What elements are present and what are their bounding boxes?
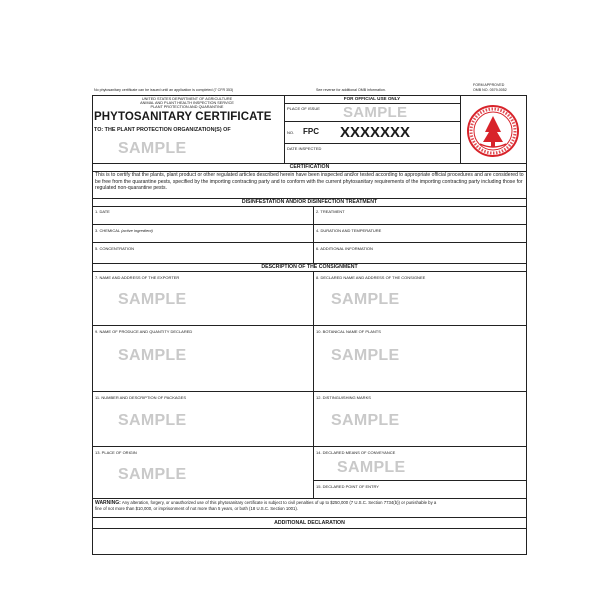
sample-watermark-7: SAMPLE [118, 291, 187, 308]
to-sample-watermark: SAMPLE [118, 140, 187, 157]
usda-seal-icon [466, 104, 520, 158]
field-5-concentration[interactable]: 5. CONCENTRATION [95, 246, 135, 251]
top-note-left: No phytosanitary certificate can be issued until an application is completed (7 CFR 353) [94, 88, 234, 92]
agency-block [92, 97, 282, 109]
field-6-additional-info[interactable]: 6. ADDITIONAL INFORMATION [316, 246, 373, 251]
to-label: TO: THE PLANT PROTECTION ORGANIZATION(S) OF [94, 127, 231, 133]
field-9-produce[interactable]: 9. NAME OF PRODUCE AND QUANTITY DECLARED [95, 329, 193, 334]
field-3-label: 3. CHEMICAL [95, 228, 120, 233]
sample-watermark-11: SAMPLE [118, 412, 187, 429]
agency-line-2: ANIMAL AND PLANT HEALTH INSPECTION SERVICE [140, 101, 234, 105]
sample-watermark-13: SAMPLE [118, 466, 187, 483]
sample-watermark-12: SAMPLE [331, 412, 400, 429]
field-13-origin[interactable]: 13. PLACE OF ORIGIN [95, 450, 137, 455]
warning-label: WARNING: [95, 500, 121, 506]
sample-watermark-10: SAMPLE [331, 347, 400, 364]
field-3-note: (active ingredient) [121, 228, 153, 233]
sample-watermark-14: SAMPLE [337, 459, 406, 476]
field-11-packages[interactable]: 11. NUMBER AND DESCRIPTION OF PACKAGES [95, 395, 186, 400]
field-10-botanical-name[interactable]: 10. BOTANICAL NAME OF PLANTS [316, 329, 381, 334]
field-2-treatment[interactable]: 2. TREATMENT [316, 209, 345, 214]
consignment-header: DESCRIPTION OF THE CONSIGNMENT [261, 264, 358, 270]
sample-watermark-9: SAMPLE [118, 347, 187, 364]
field-1-date[interactable]: 1. DATE [95, 209, 110, 214]
field-4-duration[interactable]: 4. DURATION AND TEMPERATURE [316, 228, 382, 233]
date-inspected-label: DATE INSPECTED [287, 146, 322, 151]
field-8-consignee[interactable]: 8. DECLARED NAME AND ADDRESS OF THE CONSIGNEE [316, 275, 426, 280]
certificate-no-label: NO. [287, 130, 295, 135]
warning-block [95, 500, 525, 512]
additional-declaration-header: ADDITIONAL DECLARATION [274, 520, 345, 526]
certification-text: This is to certify that the plants, plant product or other regulated articles described herein have been inspected and/or tested according to appropriate official procedures and are considered to be free from the quarantine pests, specified by the importing contracting party and to conform with the current phytosanitary requirements of the importing contracting party including those for regulated non-quarantine pests. [95, 172, 524, 192]
field-12-marks[interactable]: 12. DISTINGUISHING MARKS [316, 395, 371, 400]
fpc-prefix: FPC [303, 127, 319, 136]
field-14-conveyance[interactable]: 14. DECLARED MEANS OF CONVEYANCE [316, 450, 396, 455]
agency-line-3: PLANT PROTECTION AND QUARANTINE [150, 105, 224, 109]
warning-text-2: fine of not more than $10,000, or imprisonment of not more than 5 years, or both (18 U.S.C. Section 1001). [95, 506, 299, 511]
certification-header: CERTIFICATION [289, 164, 330, 170]
warning-text-1: Any alteration, forgery, or unauthorized use of this phytosanitary certificate is subject to civil penalties of up to $250,000 (7 U.S.C. Section 7734(b)) or punishable by a [121, 500, 437, 505]
page-title: PHYTOSANITARY CERTIFICATE [94, 111, 272, 123]
field-7-exporter[interactable]: 7. NAME AND ADDRESS OF THE EXPORTER [95, 275, 180, 280]
field-3-chemical[interactable] [95, 228, 153, 233]
sample-watermark-8: SAMPLE [331, 291, 400, 308]
top-note-right: See reverse for additional OMB information. [316, 88, 386, 92]
agency-line-1: UNITED STATES DEPARTMENT OF AGRICULTURE [141, 97, 233, 101]
form-approved: FORM APPROVED [473, 83, 505, 87]
official-use-header: FOR OFFICIAL USE ONLY [343, 96, 401, 101]
field-15-point-of-entry[interactable]: 15. DECLARED POINT OF ENTRY [316, 484, 379, 489]
place-of-issue-label: PLACE OF ISSUE [287, 106, 320, 111]
place-of-issue-value[interactable]: SAMPLE [343, 104, 408, 121]
certificate-number[interactable]: XXXXXXX [340, 124, 411, 141]
disinfestation-header: DISINFESTATION AND/OR DISINFECTION TREATMENT [241, 199, 378, 205]
omb-number: OMB NO. 0579-0052 [473, 88, 507, 92]
